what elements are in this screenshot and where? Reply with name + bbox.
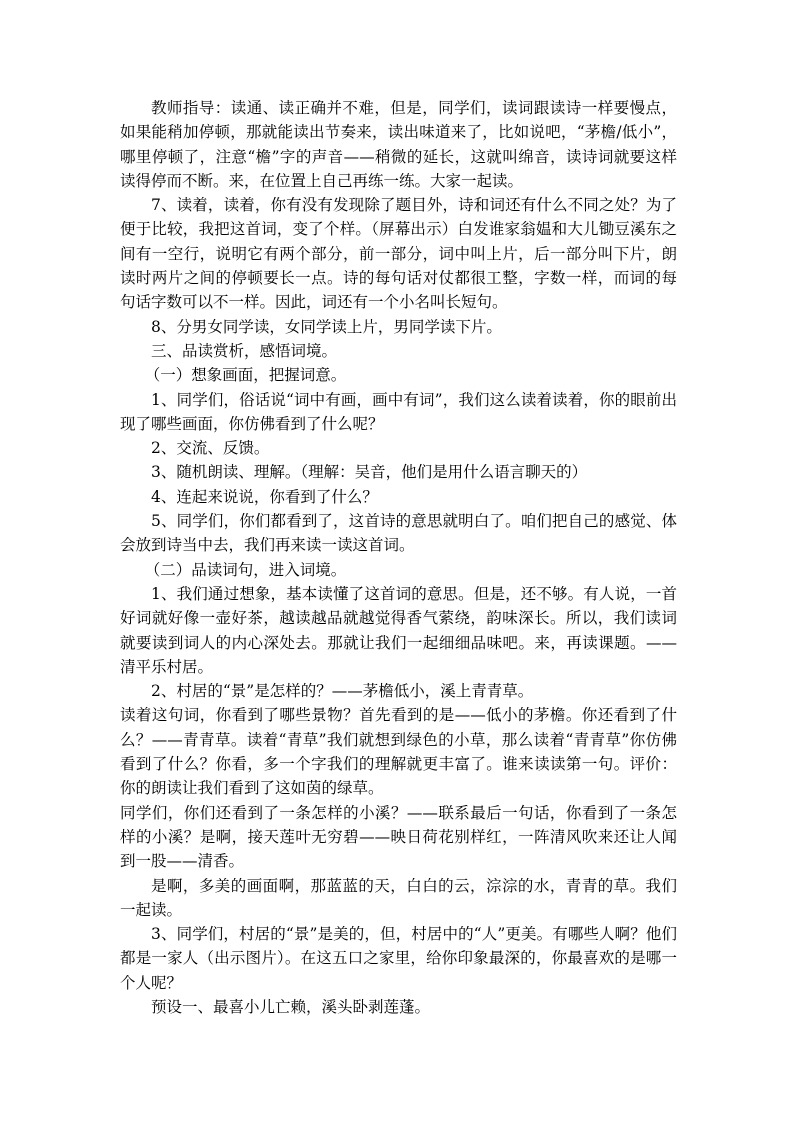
paragraph: （二）品读词句，进入词境。	[144, 560, 347, 579]
paragraph: （一）想象画面，把握词意。	[144, 366, 347, 385]
paragraph: 教师指导：读通、读正确并不难，但是，同学们，读词跟读诗一样要慢点，如果能稍加停顿，那就能读出节奏来，读出味道来了，比如说吧，“茅檐/低小”，哪里停顿了，注意“檐”字的声音——稍微的延长，这就叫绵音，读诗词就要这样读得停而不断。来，在位置上自己再练一练。大家一起读。	[120, 99, 677, 190]
paragraph: 8、分男女同学读，女同学读上片，男同学读下片。	[151, 317, 502, 336]
paragraph: 是啊，多美的画面啊，那蓝蓝的天，白白的云，淙淙的水，青青的草。我们一起读。	[120, 876, 677, 919]
paragraph: 2、交流、反馈。	[151, 439, 270, 458]
paragraph: 3、同学们，村居的“景”是美的，但，村居中的“人”更美。有哪些人啊？他们都是一家人（出示图片）。在这五口之家里，给你印象最深的，你最喜欢的是哪一个人呢？	[120, 925, 677, 992]
paragraph: 7、读着，读着，你有没有发现除了题目外，诗和词还有什么不同之处？为了便于比较，我把这首词，变了个样。（屏幕出示）白发谁家翁媪和大儿锄豆溪东之间有一空行，说明它有两个部分，前一部分，词中叫上片，后一部分叫下片，朗读时两片之间的停顿要长一点。诗的每句话对仗都很工整，字数一样，而词的每句话字数可以不一样。因此，词还有一个小名叫长短句。	[120, 196, 677, 312]
paragraph: 读着这句词，你看到了哪些景物？首先看到的是——低小的茅檐。你还看到了什么？——青青草。读着“青草”我们就想到绿色的小草，那么读着“青青草”你仿佛看到了什么？你看，多一个字我们的理解就更丰富了。谁来读读第一句。评价：你的朗读让我们看到了这如茵的绿草。	[120, 706, 677, 798]
paragraph: 1、我们通过想象，基本读懂了这首词的意思。但是，还不够。有人说，一首好词就好像一壶好茶，越读越品就越觉得香气萦绕，韵味深长。所以，我们读词就要读到词人的内心深处去。那就让我们一起细细品味吧。来，再读课题。——清平乐村居。	[120, 584, 677, 676]
paragraph: 预设一、最喜小儿亡赖，溪头卧剥莲蓬。	[151, 997, 431, 1016]
document-body	[120, 96, 677, 1019]
paragraph: 3、随机朗读、理解。（理解：吴音，他们是用什么语言聊天的）	[151, 463, 588, 482]
paragraph: 1、同学们，俗话说“词中有画，画中有词”，我们这么读着读着，你的眼前出现了哪些画面，你仿佛看到了什么呢？	[120, 390, 677, 433]
paragraph: 4、连起来说说，你看到了什么？	[151, 487, 378, 506]
paragraph: 2、村居的“景”是怎样的？——茅檐低小，溪上青青草。	[151, 682, 534, 701]
paragraph: 三、品读赏析，感悟词境。	[151, 341, 338, 360]
paragraph: 同学们，你们还看到了一条怎样的小溪？——联系最后一句话，你看到了一条怎样的小溪？是啊，接天莲叶无穷碧——映日荷花别样红，一阵清风吹来还让人闻到一股——清香。	[120, 803, 677, 871]
paragraph: 5、同学们，你们都看到了，这首诗的意思就明白了。咱们把自己的感觉、体会放到诗当中去，我们再来读一读这首词。	[120, 512, 677, 555]
